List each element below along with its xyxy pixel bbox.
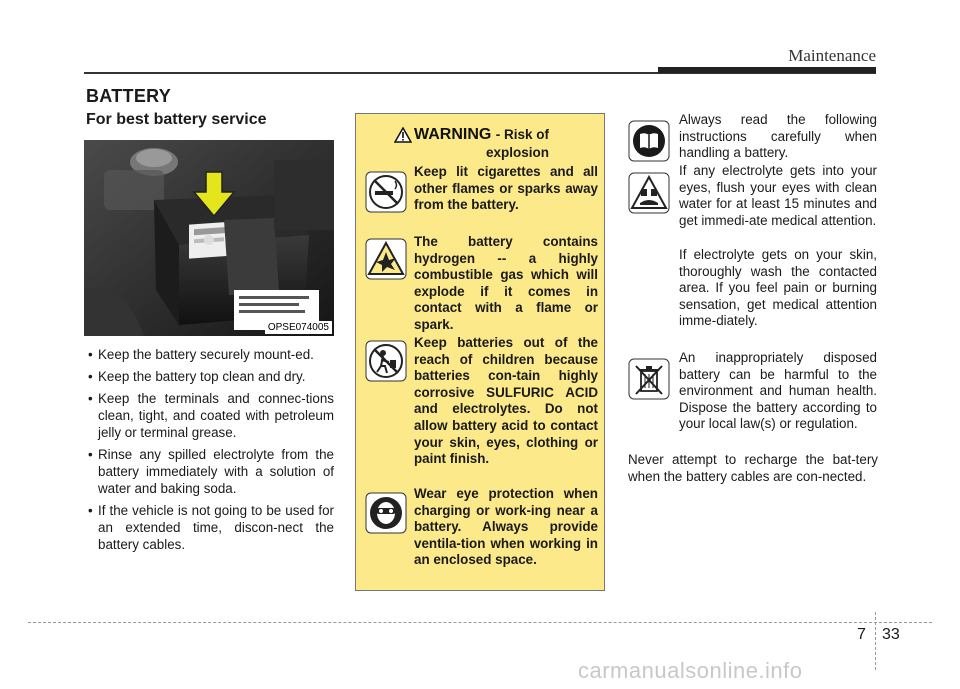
- eye-contact-text: If any electrolyte gets into your eyes, flush your eyes with clean water for at least 15 minutes and get immedi-ate medical attention.: [679, 163, 877, 228]
- photo-caption: OPSE074005: [265, 321, 332, 334]
- warning-box: [355, 113, 605, 591]
- list-item: • Rinse any spilled electrolyte from the battery immediately with a solution of water and baking soda.: [86, 446, 334, 497]
- read-manual-icon: [628, 120, 670, 162]
- list-item: • If the vehicle is not going to be used for an extended time, discon-nect the battery cables.: [86, 502, 334, 553]
- warning-subtitle: - Risk of: [495, 127, 550, 142]
- warning-triangle-icon: [394, 127, 412, 143]
- list-item: • Keep the battery top clean and dry.: [86, 368, 334, 385]
- header-rule-accent: [658, 67, 876, 73]
- chapter-number: 7: [857, 626, 866, 643]
- battery-tips-list: [86, 346, 334, 558]
- battery-photo-image: [84, 140, 334, 336]
- battery-photo: [84, 140, 334, 336]
- no-smoking-icon: [365, 171, 407, 213]
- page-header-title: Maintenance: [788, 46, 876, 65]
- warning-text-eye-protection: Wear eye protection when charging or work-ing near a battery. Always provide ventila-tion when working in an enclosed space.: [414, 486, 598, 568]
- keep-away-children-icon: [365, 340, 407, 382]
- recharge-warning-text: Never attempt to recharge the bat-tery when the battery cables are con-nected.: [628, 452, 878, 484]
- list-item: • Keep the terminals and connec-tions clean, tight, and coated with petroleum jelly or terminal grease.: [86, 390, 334, 441]
- list-item: • Keep the battery securely mount-ed.: [86, 346, 334, 363]
- footer-rule: [28, 622, 932, 623]
- warning-subtitle-2: explosion: [486, 145, 550, 160]
- section-title: BATTERY: [86, 86, 172, 106]
- explosion-hazard-icon: [365, 238, 407, 280]
- eye-protection-icon: [365, 492, 407, 534]
- corrosive-hazard-icon: [628, 172, 670, 214]
- footer-divider: [875, 612, 876, 670]
- disposal-text: An inappropriately disposed battery can be harmful to the environment and human health. Dispose the battery according to your local law(s) or regulation.: [679, 350, 877, 432]
- subsection-title: For best battery service: [86, 111, 267, 128]
- read-instructions-text: Always read the following instructions carefully when handling a battery.: [679, 112, 877, 161]
- page-number: 33: [882, 626, 900, 643]
- no-trash-disposal-icon: [628, 358, 670, 400]
- watermark: carmanualsonline.info: [578, 658, 803, 683]
- skin-contact-text: If electrolyte gets on your skin, thoroughly wash the contacted area. If you feel pain or burning sensation, get medical attention imme-diately.: [679, 247, 877, 329]
- warning-text-children-acid: Keep batteries out of the reach of children because batteries con-tain highly corrosive SULFURIC ACID and electrolytes. Do not allow battery acid to contact your skin, eyes, clothing or paint finish.: [414, 335, 598, 467]
- warning-text-no-flames: Keep lit cigarettes and all other flames or sparks away from the battery.: [414, 164, 598, 213]
- warning-label: WARNING: [414, 126, 492, 143]
- warning-text-hydrogen: The battery contains hydrogen -- a highly combustible gas which will explode if it comes in contact with a flame or spark.: [414, 234, 598, 332]
